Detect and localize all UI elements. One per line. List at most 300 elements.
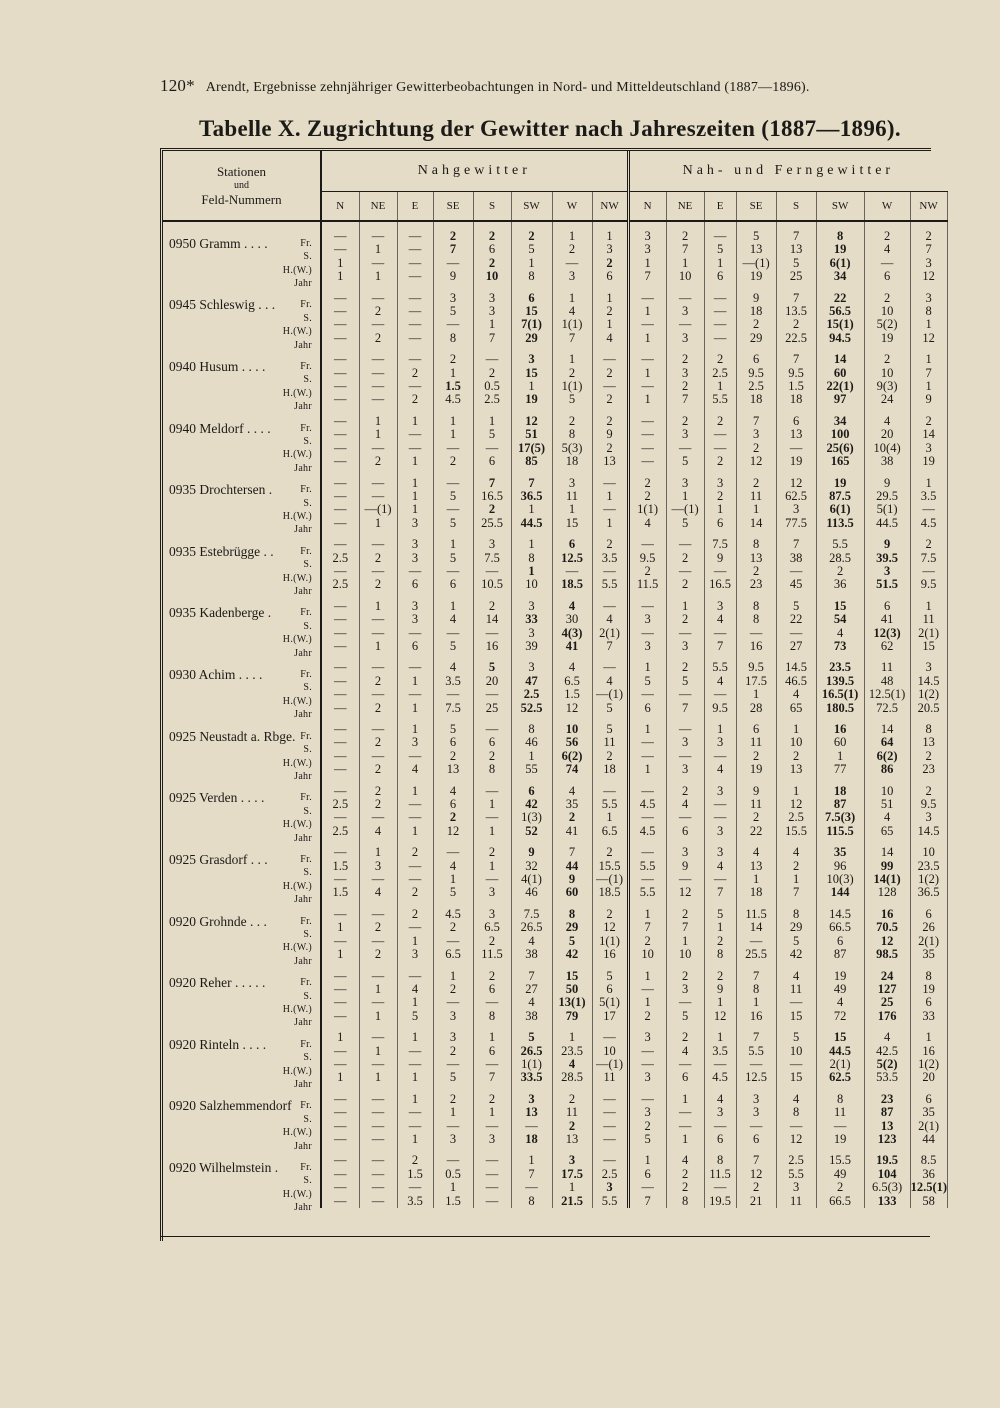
table-cell: — <box>628 442 666 455</box>
season-label: S. <box>303 1113 312 1125</box>
table-cell: 1(1) <box>592 935 628 948</box>
table-cell: 2.5 <box>321 552 359 565</box>
station-name: 0935 Estebrügge . . <box>169 543 274 559</box>
table-cell: 7(1) <box>511 318 552 331</box>
table-cell: 5 <box>592 702 628 715</box>
table-cell: 7 <box>473 477 511 490</box>
table-cell: 60 <box>816 736 864 749</box>
table-cell: 6 <box>736 1133 776 1146</box>
table-cell: — <box>321 1093 359 1106</box>
table-cell: 1 <box>511 538 552 551</box>
table-cell: — <box>736 1058 776 1071</box>
table-cell: 10 <box>910 846 947 859</box>
table-row <box>163 415 947 428</box>
spacer-row <box>163 838 947 846</box>
spacer-row <box>163 715 947 723</box>
table-cell: — <box>321 230 359 243</box>
table-cell: 62 <box>864 640 910 653</box>
table-cell: 20 <box>910 1071 947 1084</box>
table-cell: 2 <box>359 552 397 565</box>
table-cell: 25 <box>473 702 511 715</box>
table-cell: 2(1) <box>816 1058 864 1071</box>
table-cell: 12.5(1) <box>864 688 910 701</box>
table-cell: — <box>359 970 397 983</box>
table-row <box>163 503 947 516</box>
station-name: 0920 Wilhelmstein . <box>169 1160 279 1176</box>
table-cell: 48 <box>864 675 910 688</box>
table-cell: 27 <box>511 983 552 996</box>
table-cell: — <box>397 627 433 640</box>
table-cell: 13 <box>736 243 776 256</box>
table-cell: — <box>592 1154 628 1167</box>
table-cell: 2 <box>704 935 736 948</box>
table-cell: 18.5 <box>592 886 628 899</box>
table-cell: 3 <box>666 332 704 345</box>
table-cell: 2.5 <box>511 688 552 701</box>
table-cell: — <box>359 353 397 366</box>
table-row <box>163 318 947 331</box>
table-cell: 55 <box>511 763 552 776</box>
table-cell: — <box>359 1031 397 1044</box>
station-cell <box>163 983 321 1002</box>
table-cell: 13 <box>736 860 776 873</box>
table-cell: 22.5 <box>776 332 816 345</box>
station-header-line2: und <box>234 179 249 191</box>
table-cell: 7 <box>704 886 736 899</box>
season-label: Fr. <box>300 915 312 927</box>
table-cell: 1 <box>511 380 552 393</box>
table-cell: 1 <box>433 1106 473 1119</box>
table-cell: — <box>704 305 736 318</box>
table-cell: 1 <box>397 996 433 1009</box>
table-cell: — <box>321 490 359 503</box>
table-row <box>163 1045 947 1058</box>
station-cell <box>163 825 321 844</box>
season-label: S. <box>303 497 312 509</box>
table-cell: 27 <box>776 640 816 653</box>
table-cell: 60 <box>552 886 592 899</box>
table-cell: 19 <box>736 763 776 776</box>
table-cell: 1 <box>397 503 433 516</box>
table-cell: 2 <box>704 415 736 428</box>
table-cell: 7 <box>511 970 552 983</box>
table-cell: 77 <box>816 763 864 776</box>
table-cell: 2 <box>397 846 433 859</box>
table-cell: 2 <box>864 292 910 305</box>
table-cell: 2 <box>628 477 666 490</box>
table-cell: — <box>359 257 397 270</box>
table-cell: 13 <box>776 243 816 256</box>
table-cell: 2 <box>473 257 511 270</box>
table-cell: 35 <box>552 798 592 811</box>
table-cell: — <box>321 415 359 428</box>
station-cell <box>163 503 321 523</box>
table-cell: 9(3) <box>864 380 910 393</box>
table-cell: 60 <box>816 367 864 380</box>
table-cell: — <box>628 1181 666 1194</box>
table-cell: 2 <box>359 736 397 749</box>
table-cell: 2 <box>666 578 704 591</box>
table-cell: 6(2) <box>864 750 910 763</box>
table-cell: — <box>473 353 511 366</box>
table-cell: 16 <box>910 1045 947 1058</box>
table-cell: 6 <box>433 798 473 811</box>
table-cell: 3 <box>359 860 397 873</box>
table-cell: 1 <box>473 798 511 811</box>
table-cell: — <box>704 811 736 824</box>
table-cell: 12 <box>910 332 947 345</box>
table-cell: 1 <box>359 428 397 441</box>
table-cell: 2(1) <box>910 1120 947 1133</box>
table-cell: — <box>704 1181 736 1194</box>
table-cell: 1 <box>321 921 359 934</box>
table-cell: 23.5 <box>552 1045 592 1058</box>
table-cell: 15 <box>910 640 947 653</box>
table-cell: 7 <box>736 970 776 983</box>
table-row <box>163 1106 947 1119</box>
table-cell: — <box>397 565 433 578</box>
table-cell: 7.5 <box>910 552 947 565</box>
table-cell: 2 <box>359 798 397 811</box>
table-cell: 2 <box>433 1093 473 1106</box>
table-cell: — <box>397 270 433 283</box>
table-cell: — <box>397 921 433 934</box>
table-cell: 7 <box>666 921 704 934</box>
direction-header-all-nw: NW <box>910 192 947 222</box>
table-cell: 2 <box>397 1154 433 1167</box>
table-cell: 2 <box>592 393 628 406</box>
table-cell: 2 <box>433 983 473 996</box>
table-cell: 16 <box>736 1010 776 1023</box>
table-cell: 15.5 <box>776 825 816 838</box>
table-cell: — <box>433 1058 473 1071</box>
station-name: 0925 Grasdorf . . . <box>169 851 268 867</box>
table-cell: — <box>321 393 359 406</box>
table-cell: 15 <box>511 305 552 318</box>
table-cell: 2 <box>359 305 397 318</box>
table-cell: — <box>592 1093 628 1106</box>
table-cell: 19 <box>511 393 552 406</box>
table-cell: 144 <box>816 886 864 899</box>
table-cell: 2 <box>592 415 628 428</box>
table-cell: 1 <box>628 257 666 270</box>
table-cell: 13(1) <box>552 996 592 1009</box>
table-cell: — <box>321 455 359 468</box>
station-cell <box>163 490 321 509</box>
table-cell: 53.5 <box>864 1071 910 1084</box>
table-cell: 23 <box>736 578 776 591</box>
table-row <box>163 490 947 503</box>
direction-header-all-n: N <box>628 192 666 222</box>
table-cell: 5 <box>592 723 628 736</box>
table-cell: 2 <box>910 415 947 428</box>
table-cell: 165 <box>816 455 864 468</box>
table-cell: 1(2) <box>910 688 947 701</box>
table-cell: — <box>433 1120 473 1133</box>
station-cell <box>163 538 321 559</box>
table-cell: — <box>321 243 359 256</box>
table-cell: 1 <box>359 1010 397 1023</box>
table-cell: — <box>321 292 359 305</box>
table-cell: 1 <box>359 983 397 996</box>
table-cell: 8 <box>816 230 864 243</box>
table-cell: 2.5 <box>321 578 359 591</box>
season-label: S. <box>303 374 312 386</box>
table-cell: — <box>359 318 397 331</box>
direction-header-all-ne: NE <box>666 192 704 222</box>
table-cell: 1 <box>321 1031 359 1044</box>
table-cell: 180.5 <box>816 702 864 715</box>
table-cell: 2 <box>666 613 704 626</box>
table-cell: 2 <box>592 367 628 380</box>
table-cell: 8 <box>511 552 552 565</box>
station-cell <box>163 675 321 694</box>
table-cell: 1 <box>666 257 704 270</box>
table-cell: 5 <box>666 517 704 530</box>
table-cell: 4 <box>666 1045 704 1058</box>
table-cell: 4 <box>704 1093 736 1106</box>
table-cell: 3.5 <box>910 490 947 503</box>
table-cell: 6 <box>628 702 666 715</box>
season-label: S. <box>303 435 312 447</box>
table-cell: 15 <box>511 367 552 380</box>
table-cell: 1 <box>910 477 947 490</box>
table-cell: 1(1) <box>511 1058 552 1071</box>
table-cell: 3 <box>552 270 592 283</box>
station-name: 0940 Meldorf . . . . <box>169 420 271 436</box>
table-cell: 15 <box>816 600 864 613</box>
table-cell: — <box>433 935 473 948</box>
station-cell <box>163 1168 321 1187</box>
table-row <box>163 270 947 283</box>
table-cell: 41 <box>864 613 910 626</box>
table-cell: 2 <box>816 565 864 578</box>
table-cell: — <box>359 908 397 921</box>
table-cell: 6(1) <box>816 257 864 270</box>
table-cell: 11.5 <box>704 1168 736 1181</box>
table-cell: — <box>628 600 666 613</box>
table-cell: — <box>359 477 397 490</box>
table-cell: 5 <box>552 935 592 948</box>
table-cell: 12 <box>592 921 628 934</box>
table-cell: — <box>397 428 433 441</box>
table-cell: 7.5 <box>473 552 511 565</box>
direction-header-near-s: S <box>473 192 511 222</box>
table-cell: 14.5 <box>910 825 947 838</box>
table-cell: 2 <box>864 353 910 366</box>
table-cell: 6 <box>628 1168 666 1181</box>
table-cell: 6 <box>704 270 736 283</box>
table-cell: 15 <box>776 1071 816 1084</box>
table-cell: 4 <box>592 613 628 626</box>
table-cell: 11 <box>592 736 628 749</box>
table-cell: 2 <box>666 353 704 366</box>
table-cell: 2 <box>910 785 947 798</box>
table-cell: 1 <box>666 490 704 503</box>
table-cell: — <box>511 1181 552 1194</box>
table-cell: 5 <box>552 393 592 406</box>
table-cell: — <box>321 736 359 749</box>
table-cell: 33.5 <box>511 1071 552 1084</box>
table-cell: 6 <box>473 1045 511 1058</box>
table-cell: 2 <box>473 970 511 983</box>
table-cell: 7 <box>473 1071 511 1084</box>
table-cell: 1.5 <box>776 380 816 393</box>
table-cell: — <box>321 1181 359 1194</box>
table-cell: 12 <box>864 935 910 948</box>
table-cell: 5 <box>397 1010 433 1023</box>
table-cell: 1 <box>628 332 666 345</box>
table-cell: 18 <box>592 763 628 776</box>
table-cell: 1 <box>473 1106 511 1119</box>
table-cell: 2 <box>552 1120 592 1133</box>
table-cell: 14 <box>864 846 910 859</box>
table-cell: 56 <box>552 736 592 749</box>
station-cell <box>163 600 321 621</box>
table-cell: 2.5 <box>736 380 776 393</box>
table-cell: — <box>359 996 397 1009</box>
table-cell: 1 <box>359 270 397 283</box>
table-cell: — <box>359 565 397 578</box>
table-cell: 4 <box>592 332 628 345</box>
table-cell: 33 <box>910 1010 947 1023</box>
table-cell: 2.5 <box>592 1168 628 1181</box>
season-label: S. <box>303 682 312 694</box>
running-title: Arendt, Ergebnisse zehnjähriger Gewitterbeobachtungen in Nord- und Mitteldeutschland (1887—1896). <box>205 80 810 95</box>
table-row <box>163 332 947 345</box>
table-cell: 3 <box>397 538 433 551</box>
table-cell: — <box>321 811 359 824</box>
table-cell: 1(1) <box>552 380 592 393</box>
table-cell: — <box>321 428 359 441</box>
table-cell: 28.5 <box>552 1071 592 1084</box>
season-label: H.(W.) <box>282 572 312 584</box>
table-cell: — <box>433 565 473 578</box>
table-cell: — <box>666 292 704 305</box>
table-cell: 3 <box>666 367 704 380</box>
table-cell: 6 <box>910 996 947 1009</box>
spacer-row <box>163 530 947 538</box>
table-cell: 1 <box>321 270 359 283</box>
table-cell: 11 <box>776 1195 816 1208</box>
table-cell: 2 <box>433 921 473 934</box>
table-cell: 2 <box>397 886 433 899</box>
table-cell: — <box>359 230 397 243</box>
table-row <box>163 921 947 934</box>
table-cell: 15 <box>816 1031 864 1044</box>
table-cell: 4.5 <box>433 393 473 406</box>
table-row <box>163 1154 947 1167</box>
station-name: 0930 Achim . . . . <box>169 667 263 683</box>
table-cell: 5 <box>666 675 704 688</box>
table-cell: 85 <box>511 455 552 468</box>
table-cell: — <box>359 490 397 503</box>
table-cell: — <box>704 798 736 811</box>
table-cell: 3 <box>433 1133 473 1146</box>
table-cell: 1 <box>628 305 666 318</box>
table-cell: 7 <box>736 415 776 428</box>
table-cell: 19 <box>910 455 947 468</box>
table-cell: 6 <box>816 935 864 948</box>
table-cell: 4 <box>397 983 433 996</box>
table-cell: 1.5 <box>433 380 473 393</box>
table-cell: 6 <box>473 736 511 749</box>
table-cell: 5 <box>433 723 473 736</box>
table-cell: 12.5(1) <box>910 1180 948 1195</box>
table-cell: 4(1) <box>511 873 552 886</box>
table-cell: 3 <box>433 292 473 305</box>
season-label: H.(W.) <box>282 819 312 831</box>
table-cell: — <box>359 1181 397 1194</box>
table-cell: 1 <box>359 600 397 613</box>
table-row <box>163 243 947 256</box>
table-cell: — <box>359 1154 397 1167</box>
table-cell: 4 <box>864 243 910 256</box>
table-cell: 12 <box>704 1010 736 1023</box>
table-cell: 1 <box>473 860 511 873</box>
table-cell: 2 <box>704 490 736 503</box>
table-cell: 3 <box>910 292 947 305</box>
table-cell: 6.5 <box>592 825 628 838</box>
table-cell: 3 <box>397 736 433 749</box>
season-label: H.(W.) <box>282 264 312 276</box>
table-cell: — <box>321 763 359 776</box>
table-cell: 51.5 <box>864 578 910 591</box>
season-label: H.(W.) <box>282 695 312 707</box>
direction-header-near-n: N <box>321 192 359 222</box>
table-cell: — <box>592 1031 628 1044</box>
table-cell: — <box>666 996 704 1009</box>
table-cell: 3 <box>592 243 628 256</box>
table-cell: — <box>628 750 666 763</box>
table-cell: 8 <box>473 1010 511 1023</box>
table-cell: 2 <box>776 318 816 331</box>
season-label: H.(W.) <box>282 1065 312 1077</box>
station-cell <box>163 763 321 782</box>
table-cell: — <box>321 367 359 380</box>
table-cell: — <box>321 1168 359 1181</box>
table-cell: 2 <box>359 702 397 715</box>
table-cell: 12.5 <box>736 1071 776 1084</box>
table-cell: 1 <box>397 702 433 715</box>
table-cell: 18 <box>552 455 592 468</box>
table-cell: 6 <box>552 538 592 551</box>
table-cell: 4 <box>704 613 736 626</box>
table-cell: 5 <box>736 230 776 243</box>
table-row <box>163 996 947 1009</box>
station-cell <box>163 428 321 447</box>
table-cell: 2 <box>736 565 776 578</box>
table-cell: 25 <box>776 270 816 283</box>
table-cell: 13.5 <box>776 305 816 318</box>
table-cell: 47 <box>511 675 552 688</box>
table-cell: 7 <box>910 243 947 256</box>
table-cell: 3 <box>910 661 947 674</box>
table-cell: 1 <box>433 970 473 983</box>
table-cell: 20 <box>473 675 511 688</box>
table-cell: 15(1) <box>816 318 864 331</box>
table-row <box>163 1031 947 1044</box>
station-cell <box>163 613 321 632</box>
table-cell: 3 <box>666 640 704 653</box>
table-cell: 29 <box>511 332 552 345</box>
table-cell: 12 <box>776 1133 816 1146</box>
station-cell <box>163 798 321 817</box>
table-cell: 54 <box>816 613 864 626</box>
table-cell: 4 <box>433 860 473 873</box>
table-cell: — <box>397 750 433 763</box>
table-cell: — <box>666 688 704 701</box>
